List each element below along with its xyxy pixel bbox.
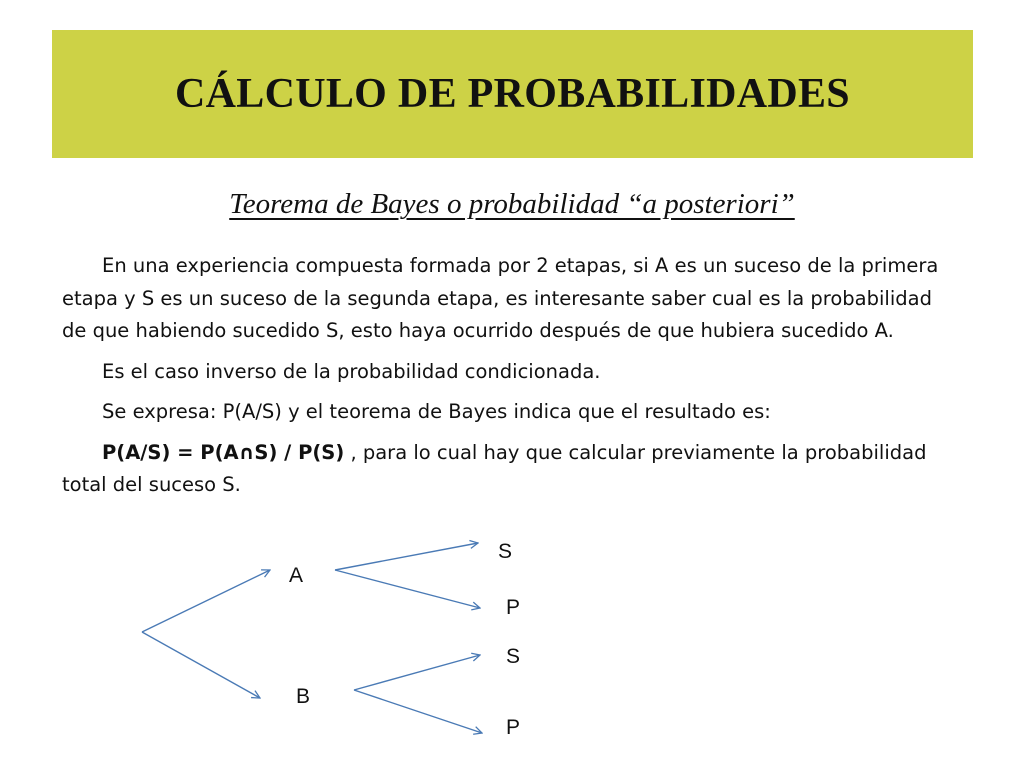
tree-node-B-P: P bbox=[506, 716, 521, 739]
branch-A-to-S bbox=[335, 543, 478, 570]
bayes-formula: P(A/S) = P(A∩S) / P(S) bbox=[102, 440, 345, 464]
branch-B-to-S bbox=[354, 655, 480, 690]
branch-A-to-P bbox=[335, 570, 480, 608]
paragraph-definition: En una experiencia compuesta formada por 2 etapas, si A es un suceso de la primera etapa y S es un suceso de la segunda etapa, es interesante saber cual es la probabilidad de que habiendo sucedido S, esto haya ocurrido después de que hubiera sucedido A. bbox=[62, 254, 939, 342]
subtitle-text: Teorema de Bayes o probabilidad “a posteriori” bbox=[229, 188, 795, 220]
page-title: CÁLCULO DE PROBABILIDADES bbox=[175, 71, 850, 117]
branch-B-to-P bbox=[354, 690, 482, 733]
branch-root-to-B bbox=[142, 632, 260, 698]
tree-node-A-P: P bbox=[506, 596, 521, 619]
formula-explanation: , para lo cual hay que calcular previamente la probabilidad total del suceso S. bbox=[62, 440, 927, 496]
paragraph-formula bbox=[62, 437, 962, 502]
tree-node-A-S: S bbox=[498, 540, 513, 563]
body-text bbox=[62, 250, 962, 510]
tree-node-B-S: S bbox=[506, 645, 521, 668]
title-banner bbox=[52, 30, 973, 158]
tree-node-A: A bbox=[289, 564, 304, 587]
subtitle bbox=[0, 188, 1024, 221]
paragraph-expression: Se expresa: P(A/S) y el teorema de Bayes indica que el resultado es: bbox=[102, 400, 771, 423]
tree-node-B: B bbox=[296, 685, 311, 708]
paragraph-inverse: Es el caso inverso de la probabilidad condicionada. bbox=[102, 359, 601, 383]
branch-root-to-A bbox=[142, 570, 270, 632]
